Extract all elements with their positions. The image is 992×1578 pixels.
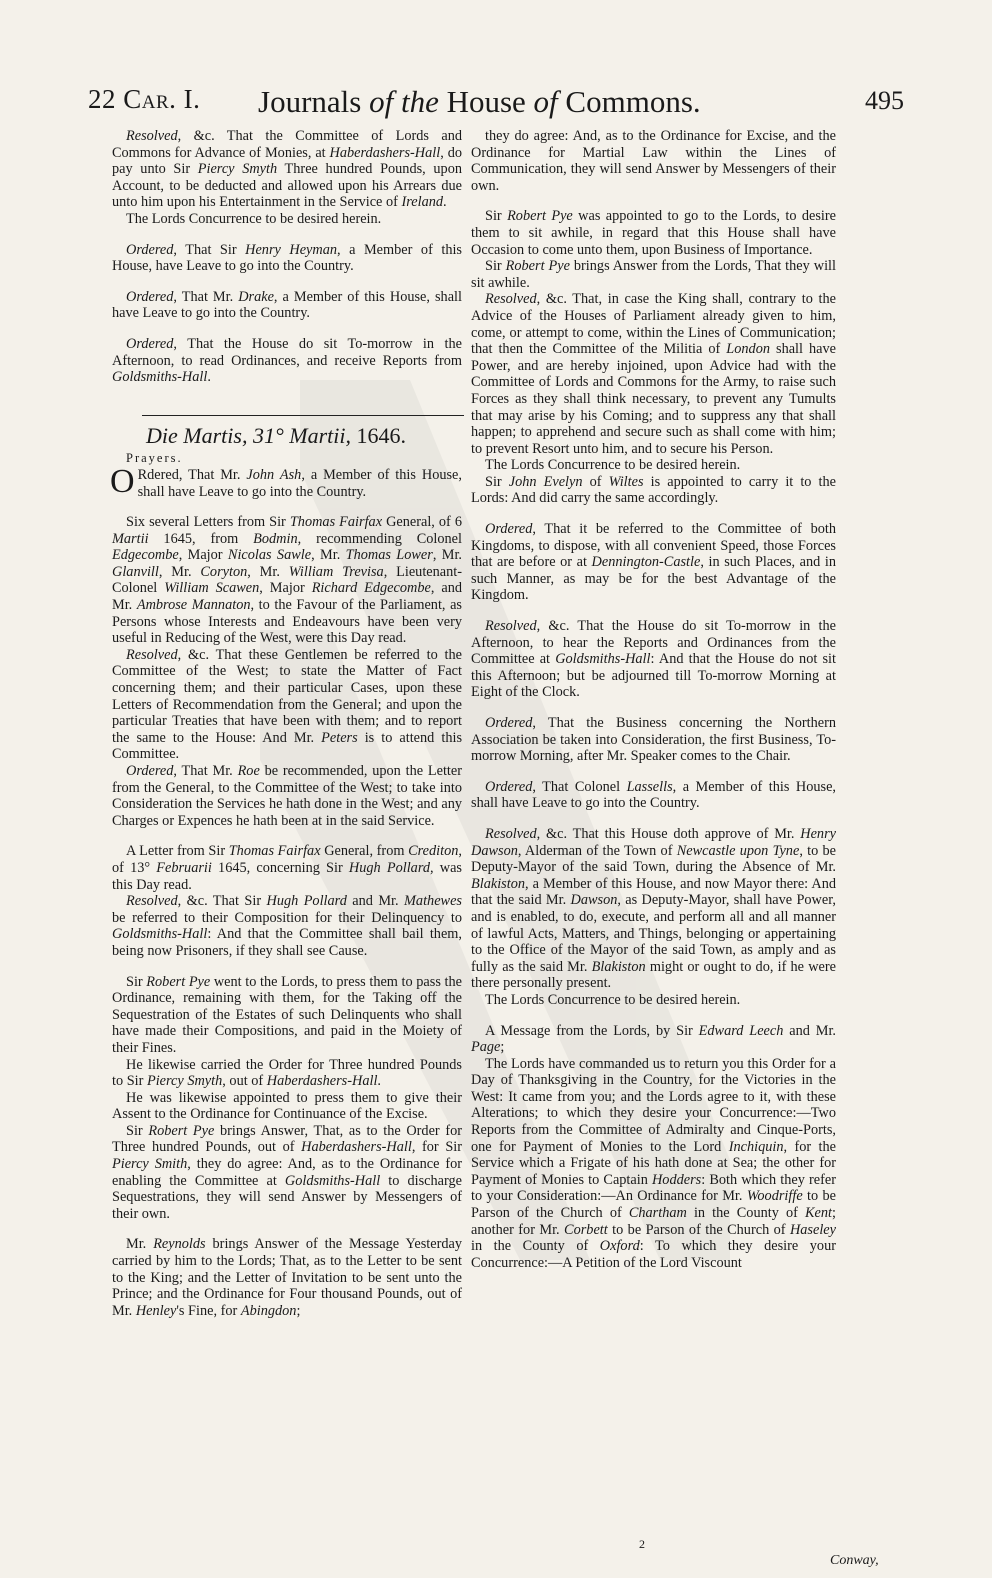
text-run: , That the House do sit To-morrow in the Afternoon, to read Ordinances, and receive Reports from xyxy=(112,335,462,369)
text-run: Sir xyxy=(485,258,506,275)
text-run: The Lords have commanded us to return you this Order for a Day of Thanksgiving in the Country, for the Victories in the West: It came from you; and the Lords agree to it, with these Alterations; to which they desire your Concurrence:—Two Reports from the Committee of Admiralty and Cinque-Ports, one for Payment of Monies to the Lord xyxy=(471,1055,836,1155)
text-run: Three hundred Pounds, upon Account, to be deducted and allowed upon his Arrears due unto him upon his Entertainment in the Service of xyxy=(112,161,463,211)
text-run: shall have Power, and are hereby injoined, upon Advice had with the Committee of Lords and Commons for the Army, to raise such Forces as they shall think necessary, to prevent any Tumults that may arise by his Coming; and to suppress any that shall happen; to apprehend and secure such as shall come with him; to prevent Resort unto him, and to secure his Person. xyxy=(471,341,836,457)
italic-text: Thomas Lower xyxy=(345,547,433,564)
text-run: , &c. That Sir xyxy=(177,893,267,910)
italic-text: Piercy Smyth xyxy=(146,1073,223,1090)
text-run: , do pay unto Sir xyxy=(112,144,462,178)
title-part: the xyxy=(393,84,447,119)
journal-entry xyxy=(112,514,462,647)
text-run: . xyxy=(377,1073,381,1090)
text-run: , Alderman of the Town of xyxy=(517,842,677,859)
drop-cap: O xyxy=(110,462,135,500)
text-run: , That Sir xyxy=(173,241,246,258)
text-run: A Message from the Lords, by Sir xyxy=(485,1022,699,1039)
italic-text: Thomas Fairfax xyxy=(228,843,321,860)
italic-text: Ordered xyxy=(126,241,174,258)
text-run: Sir xyxy=(126,1122,149,1139)
italic-text: Robert Pye xyxy=(505,258,570,275)
italic-text: Goldsmiths-Hall xyxy=(555,651,651,668)
text-run: brings Answer, That, as to the Order for Three hundred Pounds, out of xyxy=(112,1122,462,1156)
journal-entry xyxy=(471,826,836,992)
italic-text: Blakiston xyxy=(591,958,646,975)
journal-entry xyxy=(112,289,462,322)
text-run: 's Fine, for xyxy=(176,1302,241,1319)
italic-text: Reynolds xyxy=(153,1236,206,1253)
italic-text: Nicolas Sawle xyxy=(227,547,312,564)
text-run: : To which they desire your Concurrence:—A Petition of the Lord Viscount xyxy=(471,1238,836,1271)
italic-text: Wiltes xyxy=(608,473,644,490)
italic-text: Crediton xyxy=(408,843,459,860)
italic-text: Ordered xyxy=(485,715,533,731)
italic-text: Coryton xyxy=(200,563,248,580)
text-run: Sir xyxy=(126,973,147,990)
italic-text: Edgecombe xyxy=(112,547,179,564)
text-run: to be Parson of the Church of xyxy=(607,1221,790,1238)
text-run: , That it be referred to the Committee of both Kingdoms, to dispose, with all convenient Speed, those Forces that are before or at xyxy=(471,521,836,571)
italic-text: Hugh Pollard xyxy=(348,859,430,876)
title-part: House xyxy=(446,84,526,119)
text-run: He likewise carried the Order for Three hundred Pounds to Sir xyxy=(112,1056,462,1090)
journal-entry xyxy=(471,521,836,604)
text-run: ; another for Mr. xyxy=(471,1205,836,1238)
text-run: in the County of xyxy=(686,1205,805,1222)
text-run: He was likewise appointed to press them to give their Assent to the Ordinance for Continuance of the Excise. xyxy=(112,1089,462,1123)
italic-text: Edward Leech xyxy=(698,1022,784,1039)
italic-text: Haberdashers-Hall xyxy=(301,1139,412,1156)
text-run: General, of 6 xyxy=(382,514,462,531)
italic-text: Haberdashers-Hall xyxy=(329,144,441,161)
text-run: , Mr. xyxy=(158,563,201,580)
title-part: Journals xyxy=(258,84,370,119)
journal-entry xyxy=(471,258,836,291)
text-run: , &c. That this House doth approve of Mr. xyxy=(536,825,801,842)
text-run: , Mr. xyxy=(311,547,346,564)
italic-text: Glanvill xyxy=(112,563,159,580)
text-run: to be Parson of the Church of xyxy=(471,1188,836,1222)
text-run: , &c. That the Committee of Lords and Commons for Advance of Monies, at xyxy=(112,128,462,161)
text-run: , Major xyxy=(178,547,228,564)
text-run: The Lords Concurrence to be desired herein. xyxy=(485,991,741,1008)
italic-text: Richard Edgecombe xyxy=(311,580,431,597)
left-column xyxy=(112,128,462,1319)
journal-entry xyxy=(112,128,462,211)
italic-text: John Evelyn xyxy=(508,473,583,490)
text-run: 1645, concerning Sir xyxy=(211,859,349,876)
text-run: , That the Business concerning the Northern Association be taken into Consideration, the first Business, To-morrow Morning, after Mr. Speaker comes to the Chair. xyxy=(471,715,836,765)
italic-text: Kent xyxy=(805,1205,833,1222)
italic-text: Ordered xyxy=(126,763,174,779)
italic-text: Woodriffe xyxy=(746,1188,803,1205)
text-run: , &c. That these Gentlemen be referred to the Committee of the West; to state the Matter of Fact concerning them; and their particular Cases, upon these Letters of Recommendation from the General; and upon the particular Treaties that have been with them; and to report the same to the House: And Mr. xyxy=(112,646,462,746)
text-run: Six several Letters from Sir xyxy=(126,514,290,531)
text-run: , for the Service which a Frigate of his hath done at Sea; the other for Payment of Monies to Captain xyxy=(471,1138,837,1188)
prayers-label: Prayers. xyxy=(126,451,183,466)
text-run: , Major xyxy=(259,580,312,597)
journal-entry xyxy=(471,779,836,812)
first-entry-text xyxy=(138,467,462,500)
italic-text: London xyxy=(726,341,770,358)
journal-entry xyxy=(112,843,462,893)
italic-text: Drake xyxy=(238,288,274,305)
italic-text: Haberdashers-Hall xyxy=(266,1073,378,1090)
text-run: , Lieutenant-Colonel xyxy=(112,563,463,597)
text-run: . xyxy=(443,194,447,211)
regnal-year: 22 Car. I. xyxy=(88,84,201,114)
text-run: brings Answer from the Lords, That they will sit awhile. xyxy=(471,258,836,291)
journal-entry xyxy=(112,763,462,829)
italic-text: Resolved xyxy=(485,618,537,635)
text-run: : And that the Committee shall bail them, being now Prisoners, if they shall see Cause. xyxy=(112,926,462,959)
text-run: , and Mr. xyxy=(112,580,462,614)
right-entries xyxy=(471,128,836,1271)
text-run: , &c. That the House do sit To-morrow in the Afternoon, to hear the Reports and Ordinances from the Committee at xyxy=(471,618,836,668)
text-run: , &c. That, in case the King shall, contrary to the Advice of the Houses of Parliament already given to him, come, or attempt to come, within the Lines of Communication; that then the Committee of the Militia of xyxy=(471,291,836,358)
journal-entry xyxy=(112,1236,462,1319)
date-heading-year: 1646. xyxy=(356,422,406,448)
text-run: , Mr. xyxy=(247,563,289,580)
italic-text: Mathewes xyxy=(404,893,462,910)
italic-text: Newcastle upon Tyne xyxy=(676,842,800,859)
italic-text: Chartham xyxy=(628,1205,687,1222)
italic-text: Martii xyxy=(112,530,149,547)
italic-text: Corbett xyxy=(564,1221,608,1238)
italic-text: Inchiquin xyxy=(728,1138,784,1155)
text-run: , was this Day read. xyxy=(112,859,462,893)
text-run: , for Sir xyxy=(411,1139,462,1156)
journal-entry xyxy=(471,291,836,457)
italic-text: William Scawen xyxy=(164,580,260,597)
text-run: , That Mr. xyxy=(173,763,238,779)
journal-entry xyxy=(112,1123,462,1223)
text-run: 1645, from xyxy=(148,530,254,547)
italic-text: Robert Pye xyxy=(507,208,573,225)
italic-text: Resolved xyxy=(126,893,178,910)
journal-entry xyxy=(112,647,462,763)
text-run: Mr. xyxy=(126,1236,154,1253)
date-heading xyxy=(146,422,462,448)
signature-mark: 2 xyxy=(639,1537,645,1551)
italic-text: Piercy Smyth xyxy=(197,161,278,178)
italic-text: John Ash xyxy=(246,466,302,483)
italic-text: Roe xyxy=(237,763,260,779)
journal-entry xyxy=(112,974,462,1057)
right-column xyxy=(471,128,836,1271)
italic-text: Resolved xyxy=(126,646,178,663)
text-run: be recommended, upon the Letter from the General, to the Committee of the West; to take into Consideration the Services he hath done in the West; and any Charges or Expences he hath been at in the said Service. xyxy=(112,763,463,829)
italic-text: Peters xyxy=(321,729,358,746)
running-header xyxy=(88,84,904,128)
italic-text: Lassells xyxy=(626,778,673,795)
italic-text: Dennington-Castle xyxy=(591,554,701,571)
text-run: was appointed to go to the Lords, to desire them to sit awhile, in regard that this House shall have Occasion to come unto them, upon Business of Importance. xyxy=(471,208,836,258)
text-run: , recommending Colonel xyxy=(297,530,463,547)
journal-entry xyxy=(471,128,836,194)
italic-text: Goldsmiths-Hall xyxy=(284,1172,381,1189)
text-run: be referred to their Composition for their Delinquency to xyxy=(112,909,462,926)
text-run: and Mr. xyxy=(346,893,405,910)
italic-text: Haseley xyxy=(789,1221,836,1238)
journal-entry xyxy=(112,1090,462,1123)
section-rule xyxy=(142,415,464,416)
text-run: , a Member of this House, have Leave to go into the Country. xyxy=(112,241,462,275)
italic-text: Blakiston xyxy=(471,875,526,892)
text-run: , a Member of this House, shall have Leave to go into the Country. xyxy=(471,778,836,812)
text-run: ; xyxy=(296,1302,301,1319)
entries-after-date xyxy=(112,514,462,1319)
text-run: , of 13° xyxy=(112,843,462,876)
journal-entry xyxy=(471,1023,836,1056)
italic-text: Goldsmiths-Hall xyxy=(112,369,208,386)
italic-text: Robert Pye xyxy=(146,973,211,990)
italic-text: Ordered xyxy=(126,288,174,305)
italic-text: Bodmin xyxy=(253,530,298,547)
journal-entry xyxy=(112,1057,462,1090)
journal-entry xyxy=(471,715,836,765)
text-run: , they do agree: And, as to the Ordinance for enabling the Committee at xyxy=(112,1156,463,1189)
text-run: , out of xyxy=(222,1073,267,1090)
text-run: is appointed to carry it to the Lords: And did carry the same accordingly. xyxy=(471,473,836,507)
title-part: of xyxy=(525,84,566,119)
journal-entry xyxy=(471,474,836,507)
italic-text: Henry Heyman xyxy=(245,241,338,258)
italic-text: Henley xyxy=(135,1302,177,1319)
text-run: General, from xyxy=(320,843,409,860)
text-run: Sir xyxy=(485,473,509,490)
italic-text: Oxford xyxy=(599,1238,640,1255)
text-run: brings Answer of the Message Yesterday carried by him to the Lords; That, as to the Letter to be sent to the King; and the Letter of Invitation to be sent unto the Prince; and the Ordinance for Four thousand Pounds, out of Mr. xyxy=(112,1236,462,1319)
journal-entry xyxy=(112,242,462,275)
text-run: might or ought to do, if he were there personally present. xyxy=(471,958,836,992)
first-entry xyxy=(110,462,462,500)
italic-text: Henry Dawson xyxy=(471,825,836,859)
text-run: Rdered, That Mr. xyxy=(137,466,247,483)
journal-entry xyxy=(112,336,462,386)
italic-text: Resolved xyxy=(126,128,178,144)
text-run: . xyxy=(207,369,211,386)
text-run: : Both which they refer to your Consideration:—An Ordinance for Mr. xyxy=(471,1171,836,1205)
italic-text: Ordered xyxy=(485,778,533,795)
page-number: 495 xyxy=(865,86,904,115)
text-run: Sir xyxy=(485,208,508,225)
text-run: , to be Deputy-Mayor of the said Town, during the Absence of Mr. xyxy=(471,842,836,876)
italic-text: Ordered xyxy=(126,335,174,352)
text-run: they do agree: And, as to the Ordinance for Excise, and the Ordinance for Martial Law within the Lines of Communication, they will send Answer by Messengers of their own. xyxy=(471,128,836,194)
text-run: A Letter from Sir xyxy=(126,843,229,860)
text-run: , a Member of this House, shall have Leave to go into the Country. xyxy=(112,288,462,322)
text-run: to discharge Sequestrations, they will send Answer by Messengers of their own. xyxy=(112,1172,463,1222)
italic-text: Goldsmiths-Hall xyxy=(112,926,208,943)
italic-text: Abingdon xyxy=(240,1302,297,1319)
italic-text: Hodders xyxy=(651,1171,702,1188)
title-part: of xyxy=(369,84,394,119)
catchword: Conway, xyxy=(830,1553,879,1568)
text-run: The Lords Concurrence to be desired herein. xyxy=(485,457,741,474)
text-run: , Mr. xyxy=(432,547,462,564)
italic-text: Ireland xyxy=(401,194,444,211)
italic-text: Ordered xyxy=(485,521,533,538)
italic-text: Resolved xyxy=(485,291,537,308)
journal-entry xyxy=(112,211,462,228)
text-run: , to the Favour of the Parliament, as Persons whose Interests and Endeavours have been very useful in Reducing of the West, were this Day read. xyxy=(112,597,462,647)
text-run: , as Deputy-Mayor, shall have Power, and is enabled, to do, execute, and perform all and all manner of lawful Acts, Matters, and Things, belonging or appertaining to the Office of the Mayor of the said Town, as amply and as fully as the said Mr. xyxy=(471,892,836,975)
journal-entry xyxy=(112,893,462,959)
italic-text: Februarii xyxy=(156,859,212,876)
journal-entry xyxy=(471,208,836,258)
date-heading-text: Die Martis, 31° Martii, xyxy=(146,422,351,448)
italic-text: Ambrose Mannaton xyxy=(136,597,251,614)
italic-text: Resolved xyxy=(485,825,537,842)
text-run: is to attend this Committee. xyxy=(112,729,463,763)
title-part: Commons. xyxy=(565,84,701,119)
italic-text: Piercy Smith xyxy=(112,1156,188,1173)
text-run: in the County of xyxy=(471,1238,600,1255)
text-run: ; xyxy=(500,1039,505,1056)
journal-title xyxy=(258,84,701,120)
text-run: went to the Lords, to press them to pass the Ordinance, remaining with them, for the Taking off the Sequestration of the Estates of such Delinquents who shall have made their Compositions, and paid in the Moiety of their Fines. xyxy=(112,973,462,1056)
text-run: and Mr. xyxy=(783,1022,836,1039)
italic-text: Thomas Fairfax xyxy=(289,514,383,531)
text-run: : And that the House do not sit this Afternoon; but be adjourned till To-morrow Morning at Eight of the Clock. xyxy=(471,651,836,701)
text-run: , in such Places, and in such Manner, as may be for the best Advantage of the Kingdom. xyxy=(471,554,837,604)
text-run: , a Member of this House, shall have Leave to go into the Country. xyxy=(137,466,462,500)
text-run: of xyxy=(582,473,609,490)
italic-text: Hugh Pollard xyxy=(266,893,347,910)
italic-text: Page xyxy=(471,1039,501,1056)
text-run: , That Mr. xyxy=(173,288,239,305)
journal-entry xyxy=(471,618,836,701)
entries-before-date xyxy=(112,128,462,386)
journal-entry xyxy=(471,457,836,474)
journal-entry xyxy=(471,1056,836,1272)
journal-entry xyxy=(471,992,836,1009)
italic-text: Dawson xyxy=(570,892,618,909)
italic-text: Robert Pye xyxy=(148,1122,215,1139)
text-run: , That Colonel xyxy=(532,778,627,795)
text-run: , a Member of this House, and now Mayor there: And that the said Mr. xyxy=(471,875,836,909)
italic-text: William Trevisa xyxy=(288,563,384,580)
text-run: The Lords Concurrence to be desired herein. xyxy=(126,210,382,227)
